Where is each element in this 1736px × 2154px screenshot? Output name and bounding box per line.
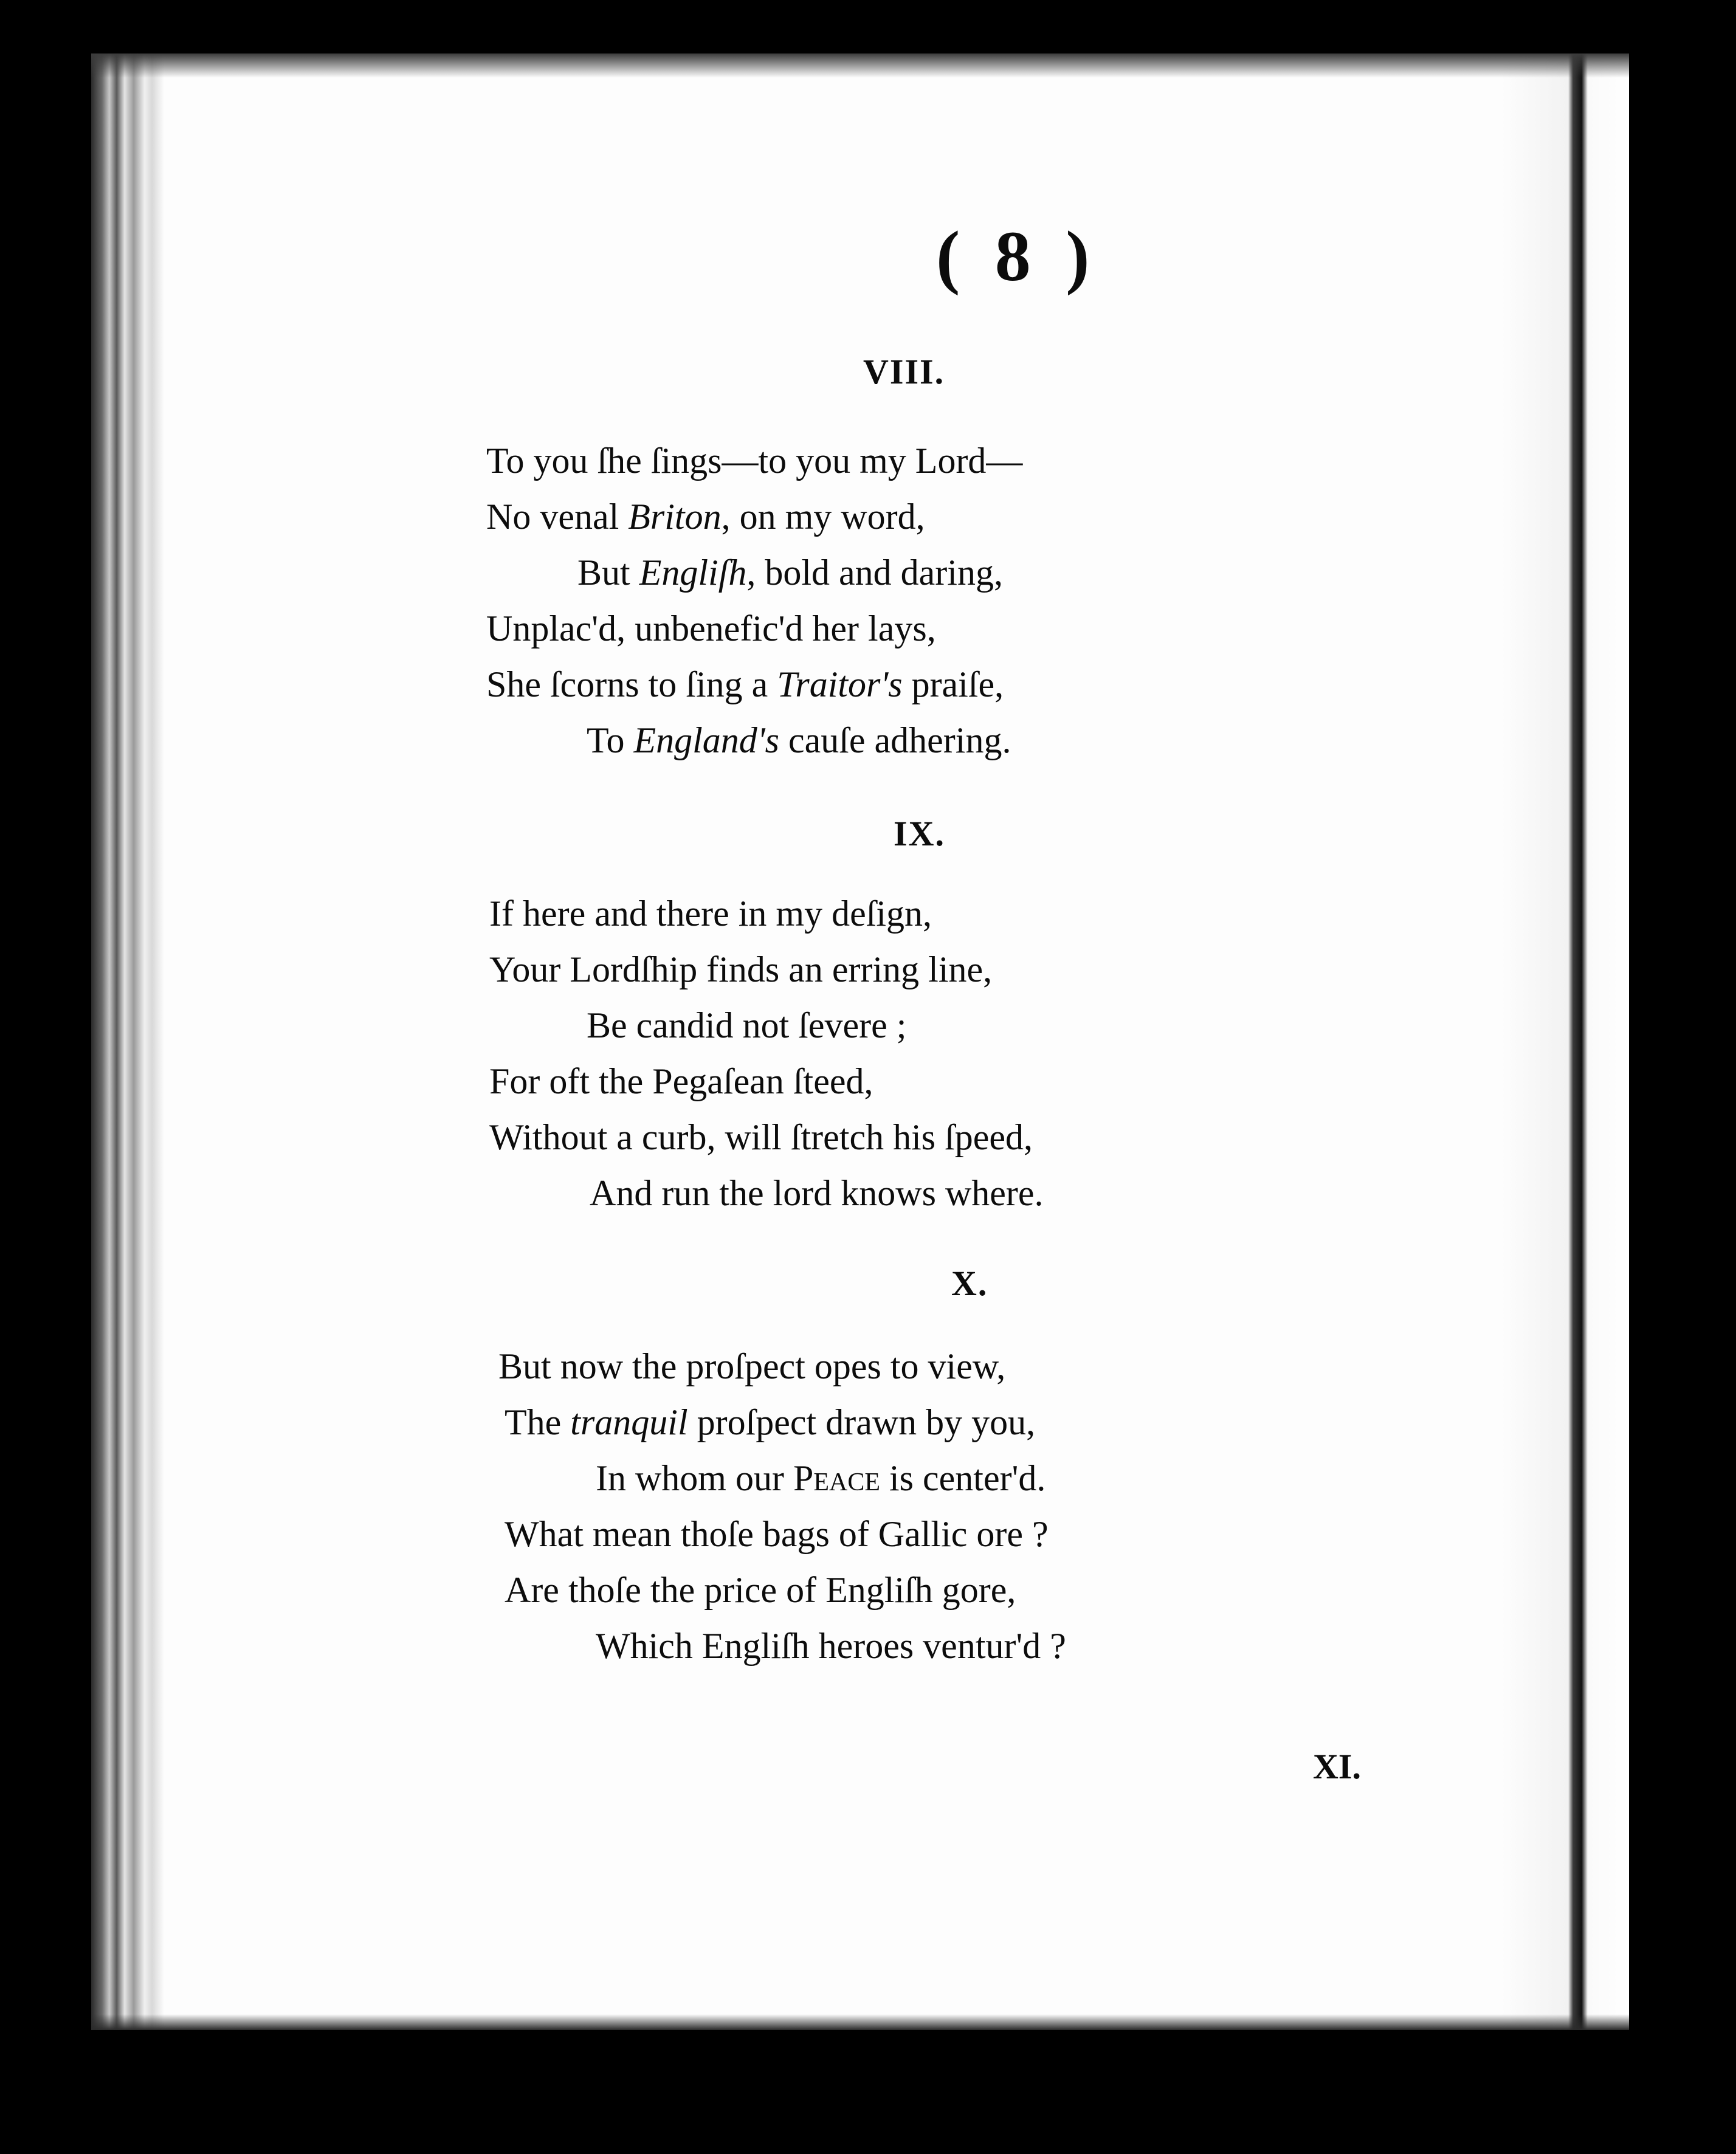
verse-segment: To (587, 720, 634, 760)
verse-segment: Which Engliſh heroes ventur'd ? (596, 1626, 1066, 1666)
verse-line (596, 1628, 1066, 1664)
verse-line (489, 1063, 873, 1099)
stanza-heading-ix: IX. (894, 814, 945, 853)
verse-line (489, 951, 992, 988)
verse-segment: England's (633, 720, 779, 760)
verse-segment: For oft the Pegaſean ſteed, (489, 1061, 873, 1101)
stanza-heading-viii: VIII. (863, 352, 945, 391)
verse-line (590, 1175, 1044, 1211)
verse-segment: proſpect drawn by you, (687, 1402, 1036, 1442)
verse-line (596, 1460, 1045, 1496)
verse-segment: Traitor's (777, 664, 903, 704)
verse-line (486, 442, 1022, 479)
verse-segment: Without a curb, will ſtretch his ſpeed, (489, 1117, 1033, 1157)
verse-line (505, 1404, 1035, 1440)
verse-segment: Briton (628, 497, 722, 537)
verse-line (486, 498, 925, 535)
verse-line (489, 895, 932, 932)
verse-segment: is center'd. (880, 1458, 1046, 1498)
verse-segment: cauſe adhering. (779, 720, 1011, 760)
verse-line (587, 722, 1011, 759)
verse-segment: Your Lordſhip finds an erring line, (489, 949, 993, 989)
verse-line (489, 1119, 1033, 1155)
verse-segment: , on my word, (721, 497, 925, 537)
verse-segment: If here and there in my deſign, (489, 893, 932, 934)
verse-segment: , bold and daring, (746, 552, 1003, 593)
verse-segment: No venal (486, 497, 629, 537)
verse-segment: Unplac'd, unbenefic'd her lays, (486, 608, 936, 649)
page-text (91, 53, 1629, 2030)
verse-segment: And run the lord knows where. (590, 1173, 1044, 1213)
verse-segment: Be candid not ſevere ; (587, 1005, 907, 1045)
verse-segment: tranquil (570, 1402, 688, 1442)
verse-segment: praiſe, (902, 664, 1004, 704)
verse-line (587, 1007, 906, 1044)
verse-line (486, 610, 936, 647)
verse-line (505, 1572, 1016, 1608)
verse-segment: Peace (793, 1458, 880, 1498)
verse-segment: But now the proſpect opes to view, (498, 1346, 1006, 1386)
stanza-heading-x: X. (951, 1264, 988, 1303)
verse-segment: But (577, 552, 639, 593)
verse-line (498, 1348, 1005, 1385)
catchword: XI. (1313, 1747, 1361, 1786)
verse-segment: To you ſhe ſings—to you my Lord— (486, 441, 1023, 481)
verse-segment: In whom our (596, 1458, 793, 1498)
verse-segment: She ſcorns to ſing a (486, 664, 777, 704)
page-number: ( 8 ) (936, 216, 1098, 296)
verse-segment: Are thoſe the price of Engliſh gore, (505, 1570, 1016, 1610)
verse-segment: The (505, 1402, 571, 1442)
verse-line (505, 1516, 1049, 1552)
verse-segment: Engliſh (639, 552, 747, 593)
verse-line (577, 554, 1003, 591)
verse-segment: What mean thoſe bags of Gallic ore ? (505, 1514, 1049, 1554)
book-page (91, 53, 1629, 2030)
verse-line (486, 666, 1004, 703)
